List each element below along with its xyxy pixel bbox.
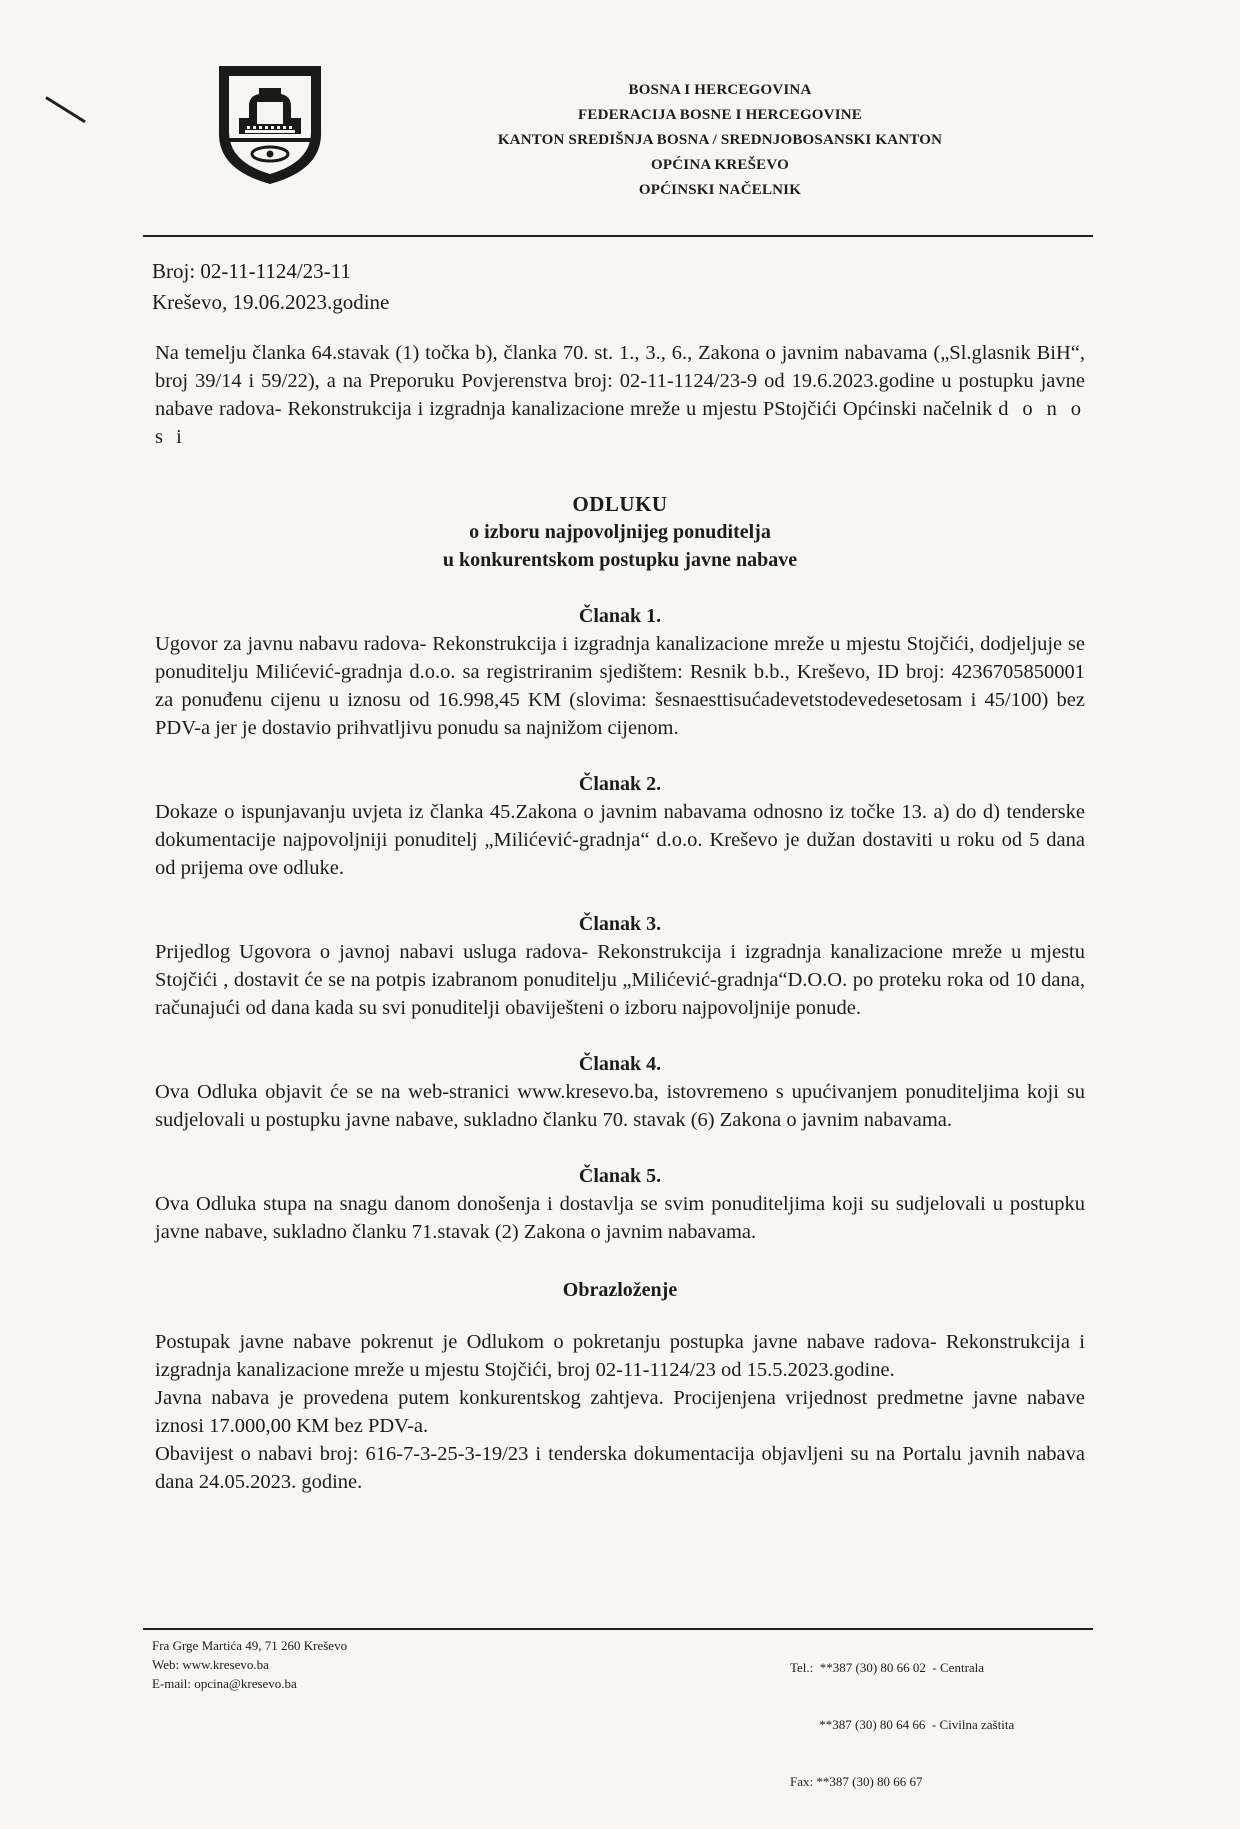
article-2-heading: Članak 2. [578,773,662,795]
document-meta [152,256,389,318]
reasoning-paragraph-3: Obavijest o nabavi broj: 616-7-3-25-3-19/23 i tenderska dokumentacija objavljeni su na Portalu javnih nabava dana 24.05.2023. godine. [155,1443,1085,1493]
article-2-text: Dokaze o ispunjavanju uvjeta iz članka 45.Zakona o javnim nabavama odnosno iz točke 13. a) do d) tenderske dokumentacije najpovoljniji ponuditelj „Milićević-gradnja“ d.o.o. Kreševo je dužan dostaviti u roku od 5 dana od prijema ove odluke. [155,801,1085,879]
footer-address: Fra Grge Martića 49, 71 260 Kreševo [152,1638,348,1653]
document-place-date: Kreševo, 19.06.2023.godine [152,290,390,314]
decision-subtitle-1: o izboru najpovoljnijeg ponuditelja [469,521,771,543]
reasoning-paragraph-1: Postupak javne nabave pokrenut je Odlukom o pokretanju postupka javne nabave radova- Rekonstrukcija i izgradnja kanalizacione mreže u mjestu Stojčići, broj 02-11-1124/23 od 15.5.2023.godine. [155,1331,1085,1381]
header-line-municipality: OPĆINA KREŠEVO [651,157,789,173]
footer-web: Web: www.kresevo.ba [152,1657,269,1672]
document-number: Broj: 02-11-1124/23-11 [152,259,351,283]
scan-mark [45,96,86,123]
reasoning-heading: Obrazloženje [562,1279,678,1301]
footer-contact [152,1636,347,1693]
decision-title: ODLUKU [572,492,668,516]
footer-tel-civil: **387 (30) 80 64 66 - Civilna zaštita [790,1717,1015,1732]
municipality-crest-icon [215,62,325,187]
header-line-federation: FEDERACIJA BOSNE I HERCEGOVINE [578,107,862,123]
reasoning-body [155,1328,1085,1496]
article-1-heading: Članak 1. [578,605,662,627]
header-line-canton: KANTON SREDIŠNJA BOSNA / SREDNJOBOSANSKI KANTON [497,132,943,148]
article-3-heading: Članak 3. [578,913,662,935]
article-5-heading: Članak 5. [578,1165,662,1187]
footer-phones [790,1620,1014,1829]
intro-verb: d o n o s i [155,398,1086,448]
article-4-heading: Članak 4. [578,1053,662,1075]
document-header [440,78,1000,203]
header-line-office: OPĆINSKI NAČELNIK [638,182,802,198]
article-4-text: Ova Odluka objavit će se na web-stranici www.kresevo.ba, istovremeno s upućivanjem ponuditeljima koji su sudjelovali u postupku javne nabave, sukladno članku 70. stavak (6) Zakona o javnim nabavama. [155,1081,1085,1131]
article-1-text: Ugovor za javnu nabavu radova- Rekonstrukcija i izgradnja kanalizacione mreže u mjestu Stojčići, dodjeljuje se ponuditelju Milićević-gradnja d.o.o. sa registriranim sjedištem: Resnik b.b., Kreševo, ID broj: 4236705850001 za ponuđenu cijenu u iznosu od 16.998,45 KM (slovima: šesnaesttisućadevetstodevedesetosam i 45/100) bez PDV-a jer je dostavio prihvatljivu ponudu sa najnižom cijenom. [155,633,1085,739]
intro-paragraph [155,339,1085,451]
article-5-text: Ova Odluka stupa na snagu danom donošenja i dostavlja se svim ponuditeljima koji su sudjelovali u postupku javne nabave, sukladno članku 71.stavak (2) Zakona o javnim nabavama. [155,1193,1085,1243]
footer-email: E-mail: opcina@kresevo.ba [152,1676,297,1691]
footer-fax: Fax: **387 (30) 80 66 67 [790,1774,923,1789]
decision-title-block [155,490,1085,574]
article-3-text: Prijedlog Ugovora o javnoj nabavi usluga radova- Rekonstrukcija i izgradnja kanalizacione mreže u mjestu Stojčići , dostavit će se na potpis izabranom ponuditelju „Milićević-gradnja“D.O.O. po proteku roka od 10 dana, računajući od dana kada su svi ponuditelji obaviješteni o izboru najpovoljnije ponude. [155,941,1085,1019]
intro-text: Na temelju članka 64.stavak (1) točka b), članka 70. st. 1., 3., 6., Zakona o javnim nabavama („Sl.glasnik BiH“, broj 39/14 i 59/22), a na Preporuku Povjerenstva broj: 02-11-1124/23-9 od 19.6.2023.godine u postupku javne nabave radova- Rekonstrukcija i izgradnja kanalizacione mreže u mjestu PStojčići Općinski načelnik [155,342,1085,420]
reasoning-paragraph-2: Javna nabava je provedena putem konkurentskog zahtjeva. Procijenjena vrijednost predmetne javne nabave iznosi 17.000,00 KM bez PDV-a. [155,1387,1085,1437]
header-divider [143,235,1093,237]
decision-subtitle-2: u konkurentskom postupku javne nabave [442,549,798,571]
header-line-country: BOSNA I HERCEGOVINA [628,82,812,98]
footer-tel-central: Tel.: **387 (30) 80 66 02 - Centrala [790,1660,985,1675]
